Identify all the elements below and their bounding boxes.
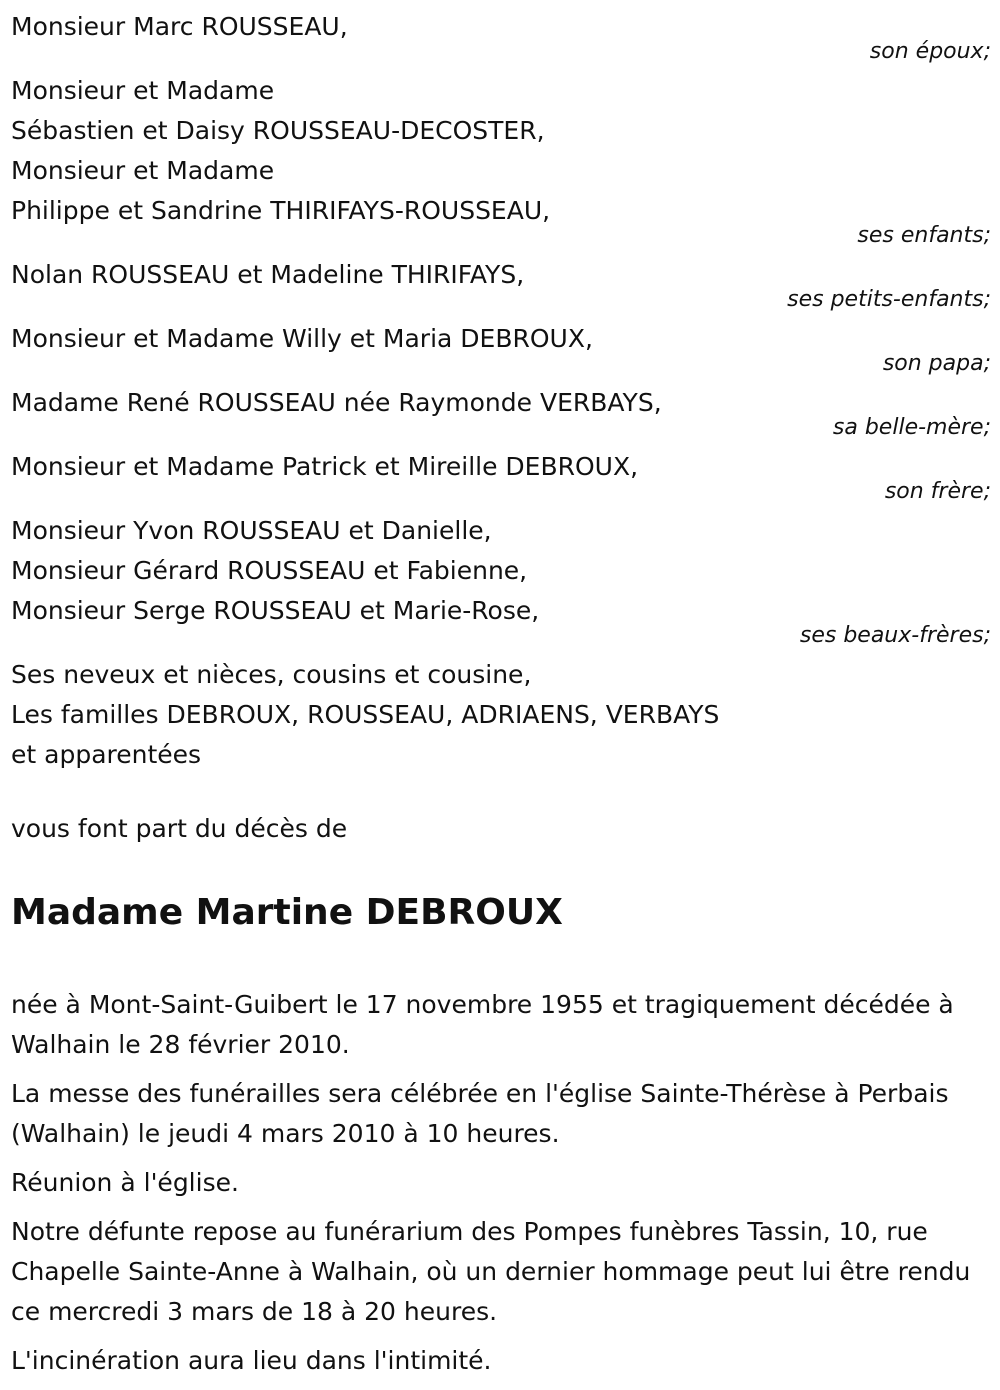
- family-line: Monsieur et Madame: [11, 156, 275, 185]
- family-group-brothers-in-law: [11, 511, 991, 649]
- family-line: Ses neveux et nièces, cousins et cousine,: [11, 660, 532, 689]
- family-line: Monsieur et Madame Patrick et Mireille DEBROUX,: [11, 452, 639, 481]
- family-line: Les familles DEBROUX, ROUSSEAU, ADRIAENS, VERBAYS: [11, 700, 720, 729]
- family-line: Monsieur Yvon ROUSSEAU et Danielle,: [11, 516, 492, 545]
- announcement-intro: vous font part du décès de: [11, 814, 348, 843]
- deceased-name: Madame Martine DEBROUX: [11, 892, 563, 933]
- relation-label: son époux;: [869, 39, 991, 64]
- relation-label: sa belle-mère;: [832, 415, 991, 440]
- funeral-mass-paragraph: La messe des funérailles sera célébrée en l'église Sainte-Thérèse à Perbais (Walhain) le jeudi 4 mars 2010 à 10 heures.: [11, 1079, 949, 1148]
- relation-label: ses enfants;: [857, 223, 991, 248]
- birth-death-paragraph: née à Mont-Saint-Guibert le 17 novembre 1955 et tragiquement décédée à Walhain le 28 février 2010.: [11, 990, 954, 1059]
- family-line: Philippe et Sandrine THIRIFAYS-ROUSSEAU,: [11, 196, 551, 225]
- gathering-paragraph: Réunion à l'église.: [11, 1168, 239, 1197]
- family-group-brother: [11, 447, 991, 505]
- family-line: Monsieur Marc ROUSSEAU,: [11, 12, 348, 41]
- family-line: Monsieur Serge ROUSSEAU et Marie-Rose,: [11, 596, 540, 625]
- cremation-paragraph: L'incinération aura lieu dans l'intimité.: [11, 1346, 492, 1375]
- family-line: et apparentées: [11, 740, 202, 769]
- family-group-husband: [11, 7, 991, 65]
- relation-label: ses beaux-frères;: [799, 623, 991, 648]
- family-line: Madame René ROUSSEAU née Raymonde VERBAYS,: [11, 388, 662, 417]
- family-group-children: [11, 71, 991, 249]
- relation-label: son papa;: [882, 351, 991, 376]
- family-line: Monsieur et Madame: [11, 76, 275, 105]
- death-notice: [11, 7, 991, 1390]
- family-group-grandchildren: [11, 255, 991, 313]
- family-group-father: [11, 319, 991, 377]
- family-line: Monsieur et Madame Willy et Maria DEBROUX,: [11, 324, 593, 353]
- spacer: [11, 775, 991, 809]
- relation-label: son frère;: [884, 479, 991, 504]
- relation-label: ses petits-enfants;: [787, 287, 991, 312]
- family-line: Monsieur Gérard ROUSSEAU et Fabienne,: [11, 556, 528, 585]
- funerarium-paragraph: Notre défunte repose au funérarium des Pompes funèbres Tassin, 10, rue Chapelle Sainte-Anne à Walhain, où un dernier hommage peut lui être rendu ce mercredi 3 mars de 18 à 20 heures.: [11, 1217, 971, 1326]
- family-line: Nolan ROUSSEAU et Madeline THIRIFAYS,: [11, 260, 525, 289]
- family-group-mother-in-law: [11, 383, 991, 441]
- extended-family: [11, 655, 991, 775]
- family-line: Sébastien et Daisy ROUSSEAU-DECOSTER,: [11, 116, 545, 145]
